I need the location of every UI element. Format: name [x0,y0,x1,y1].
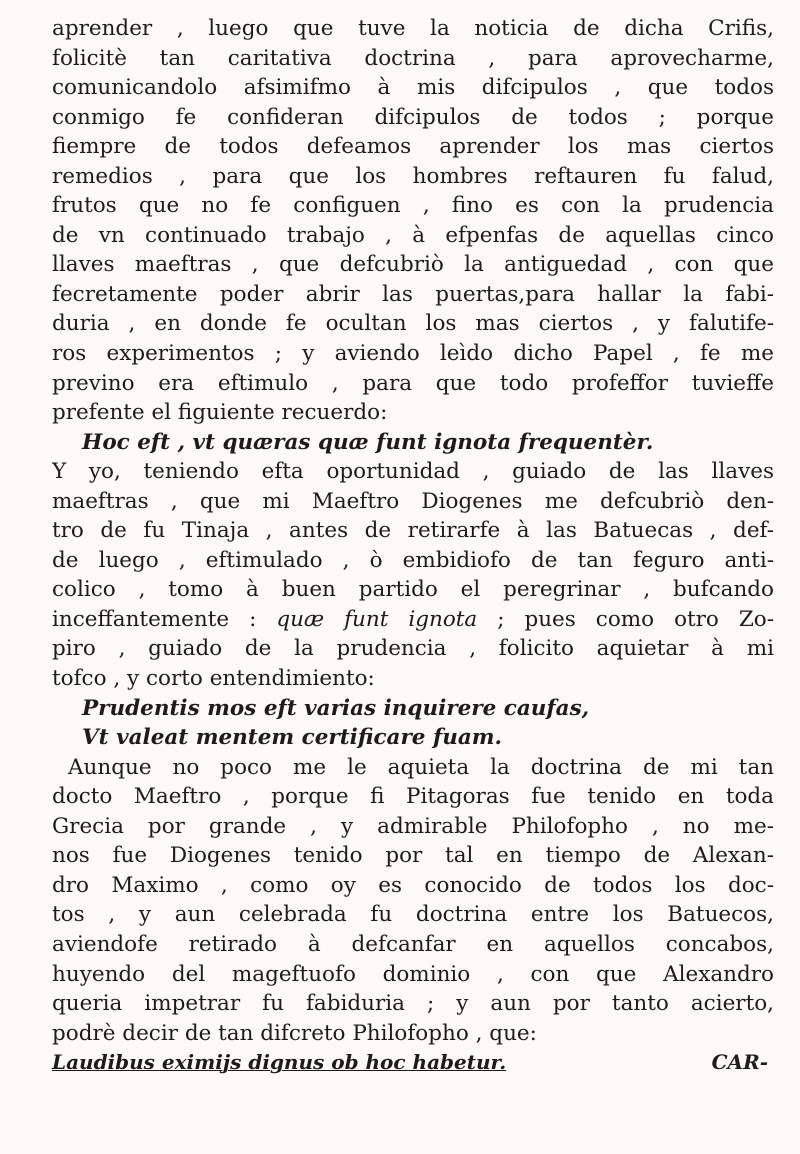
footer-quote: Laudibus eximijs dignus ob hoc habetur. [52,1050,507,1075]
text-line: aviendofe retirado à defcanfar en aquellos concabos, [52,931,774,957]
text-line: maeftras , que mi Maeftro Diogenes me defcubriò den- [52,488,774,514]
text-line: conmigo fe confideran difcipulos de todos ; porque [52,104,774,130]
text-segment: ; pues como otro Zo- [497,606,774,632]
text-line: frutos que no fe configuen , fino es con la prudencia [52,193,774,219]
text-line: llaves maeftras , que defcubriò la antiguedad , con que [52,252,774,278]
latin-quote: Vt valeat mentem certificare fuam. [82,725,503,751]
text-line: piro , guiado de la prudencia , folicito aquietar à mi [52,636,774,662]
text-line: colico , tomo à buen partido el peregrinar , bufcando [52,577,774,603]
text-line: comunicandolo afsimifmo à mis difcipulos , que todos [52,75,774,101]
text-line: Y yo, teniendo efta oportunidad , guiado de las llaves [52,459,774,485]
text-line: Grecia por grande , y admirable Philofopho , no me- [52,813,774,839]
text-line: ros experimentos ; y aviendo leìdo dicho Papel , fe me [52,341,774,367]
text-line: de vn continuado trabajo , à efpenfas de aquellas cinco [52,222,774,248]
latin-quote: Hoc eft , vt quæras quæ funt ignota frequentèr. [82,429,654,455]
text-line: queria impetrar fu fabiduria ; y aun por tanto acierto, [52,991,774,1017]
latin-inline: quæ funt ignota [276,606,478,632]
catchword: CAR- [711,1050,768,1075]
text-line: folicitè tan caritativa doctrina , para aprovecharme, [52,45,774,71]
text-line: tos , y aun celebrada fu doctrina entre los Batuecos, [52,902,774,928]
text-line: docto Maeftro , porque fi Pitagoras fue tenido en toda [52,784,774,810]
text-line: previno era eftimulo , para que todo profeffor tuvieffe [52,370,774,396]
text-line: huyendo del mageftuofo dominio , con que Alexandro [52,961,774,987]
text-line: dro Maximo , como oy es conocido de todos los doc- [52,872,774,898]
text-line: tro de fu Tinaja , antes de retirarfe à las Batuecas , def- [52,518,774,544]
page-text [52,14,774,1077]
text-segment: inceffantemente : [52,606,257,632]
text-line-mixed [52,605,774,635]
latin-quote: Prudentis mos eft varias inquirere caufas, [82,695,590,721]
text-line: fecretamente poder abrir las puertas,para hallar la fabi- [52,281,774,307]
text-line: de luego , eftimulado , ò embidiofo de tan feguro anti- [52,547,774,573]
text-line: Aunque no poco me le aquieta la doctrina de mi tan [68,754,774,780]
text-line: aprender , luego que tuve la noticia de dicha Crifis, [52,16,774,41]
text-line: duria , en donde fe ocultan los mas ciertos , y falutife- [52,311,774,337]
text-line: remedios , para que los hombres reftauren fu falud, [52,163,774,189]
footer-line [52,1048,774,1077]
text-line: nos fue Diogenes tenido por tal en tiempo de Alexan- [52,843,774,869]
text-line: podrè decir de tan difcreto Philofopho , que: [52,1020,537,1046]
text-line: prefente el figuiente recuerdo: [52,400,388,426]
text-line: tofco , y corto entendimiento: [52,666,375,692]
text-line: fiempre de todos defeamos aprender los mas ciertos [52,134,774,160]
